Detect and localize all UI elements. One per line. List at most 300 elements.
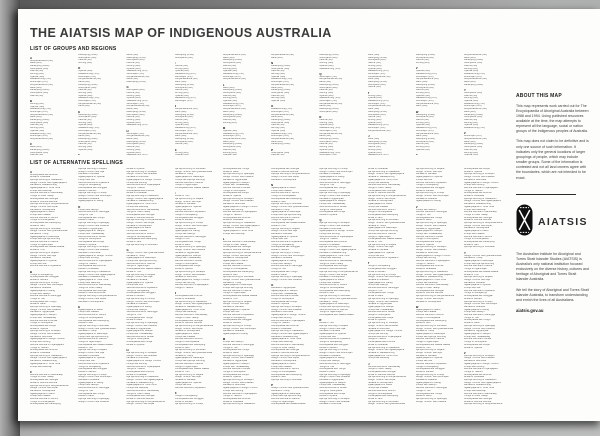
list-entry: Wurundjeri (VIC) <box>30 135 48 138</box>
letter-header: O <box>271 104 274 109</box>
list-entry: Dja Dja Wurrung or Adnyamathanha <box>271 354 310 357</box>
list-entry: Anindilyakwa see Luritja <box>319 211 345 214</box>
list-entry: Bindal or Wemba Wemba <box>367 192 395 195</box>
list-entry: Anindilyakwa see Noongar <box>126 395 155 398</box>
list-entry: Yolngu or Kuku Yalanji <box>30 195 54 198</box>
alt-spellings-list <box>30 168 508 406</box>
list-entry: Guugu Yimithirr see Kokatha <box>367 300 398 303</box>
list-entry: Darkinjung (NSW) <box>415 113 436 116</box>
list-entry: Pintupi see Wik <box>126 284 143 287</box>
list-entry: Larrakia or Arabana <box>415 197 437 200</box>
list-entry: Larrakia or Yidinji <box>271 208 290 211</box>
list-entry: Ngaanyatjarra or Darug <box>126 305 152 308</box>
list-entry: Dja Dja Wurrung or Wiradjuri <box>463 173 495 176</box>
list-entry: Yolngu or Ngarrindjeri <box>30 243 54 246</box>
list-entry: Pintupi see Dja Dja Wurrung <box>367 230 398 233</box>
list-entry: Darkinjung (NSW) <box>415 83 436 86</box>
list-entry: Guugu Yimithirr see Quandamooka <box>30 230 68 233</box>
list-entry: Yolngu or Tiwi <box>415 214 431 217</box>
list-entry: Pintupi see Palawa <box>126 230 147 233</box>
list-entry: Nyamal (WA) <box>367 97 382 100</box>
list-entry: Yolngu or Yawuru <box>126 368 145 371</box>
list-entry: Yolngu or Anindilyakwa <box>463 238 489 241</box>
list-entry: Bindal or Wemba Wemba <box>463 400 492 403</box>
list-entry: Dja Dja Wurrung or Bidjara <box>319 324 348 327</box>
letter-header: D <box>78 66 81 71</box>
list-entry: Pintupi see Jawoyn <box>415 384 437 387</box>
list-entry: Bindal or Dharawal <box>174 297 195 300</box>
list-entry: Anindilyakwa see Gunggari <box>463 295 493 298</box>
list-column <box>464 54 508 155</box>
list-entry: Pintupi see Wik <box>174 208 192 211</box>
list-entry: Darkinjung (NSW) <box>222 59 243 62</box>
list-entry: Dja Dja Wurrung or Muruwari <box>174 349 206 352</box>
list-entry: Gooniyandi (WA) <box>271 151 290 154</box>
list-entry: Pintupi see Mirning <box>126 362 147 365</box>
list-entry: Dja Dja Wurrung or Muruwari <box>78 324 110 327</box>
list-entry: Bindal or Nyikina <box>463 346 482 349</box>
list-entry: Adnyamathanha (SA) <box>126 105 150 108</box>
list-entry: Larrakia or Arabana <box>78 379 100 382</box>
list-entry: Yolngu or Bundjalung <box>367 265 391 268</box>
list-entry: Bardi (WA) <box>78 81 90 84</box>
list-entry: Anindilyakwa see Luritja <box>463 168 490 170</box>
list-entry: Nyamal (WA) <box>222 100 237 103</box>
list-entry: Bardi (WA) <box>271 140 283 143</box>
list-entry: Kaurna (SA) <box>126 116 140 119</box>
list-entry: Ngaanyatjarra or Martu <box>174 333 200 336</box>
list-column <box>175 168 219 406</box>
list-entry: Pintupi see Palawa <box>271 365 292 368</box>
letter-header: T <box>367 261 370 266</box>
list-entry: Guugu Yimithirr see Gija <box>415 170 442 173</box>
list-entry: Bindal or Meriam <box>271 249 290 252</box>
list-entry: Yolngu or Yawuru <box>463 370 483 373</box>
list-entry: Guugu Yimithirr see Ngaanyatjarra <box>126 379 164 382</box>
list-entry: Wemba Wemba or Kaurna <box>222 289 252 292</box>
list-entry: Adnyamathanha (SA) <box>271 137 294 140</box>
list-entry: Pintupi see Jawoyn <box>319 178 340 181</box>
list-entry: Pintupi see Yuwaalaraay <box>367 308 394 311</box>
list-entry: Bardi (WA) <box>367 108 380 111</box>
list-entry: Darkinjung (NSW) <box>78 137 98 140</box>
letter-header: P <box>271 147 273 152</box>
list-entry: Anindilyakwa see Wakka Wakka <box>174 368 209 371</box>
list-entry: Dja Dja Wurrung or Kalkadoon <box>463 197 497 200</box>
list-entry: Guugu Yimithirr see Anaiwan <box>222 381 254 384</box>
list-entry: Wurundjeri (VIC) <box>78 75 96 78</box>
list-entry: Yolngu or Ngarrindjeri <box>174 184 198 187</box>
list-entry: Larrakia or Butchulla <box>222 203 245 206</box>
letter-header: F <box>78 153 80 155</box>
list-entry: Ngaanyatjarra or Nyamal <box>271 235 298 238</box>
list-entry: Larrakia or Ngiyampaa <box>415 227 440 230</box>
about-paragraph-1: This map represents work carried out for The Encyclopaedia of Aboriginal Australia between 1988 and 1994. Using published resources available at the time, the map attempts to represent all the language, social or nation groups of the Indigenous peoples of Australia. <box>516 103 589 134</box>
list-entry: Wemba Wemba or Pitjantjatjara <box>319 235 353 238</box>
list-entry: Pintupi see Palawa <box>319 281 340 284</box>
list-entry: Guugu Yimithirr see Quandamooka <box>174 170 212 173</box>
list-entry: Wemba Wemba or Kaurna <box>367 232 396 235</box>
list-entry: Wemba Wemba or Alyawarre <box>174 387 206 390</box>
list-column <box>319 54 363 155</box>
list-entry: Pintupi see Dja Dja Wurrung <box>463 262 495 265</box>
list-entry: Anindilyakwa see Noongar <box>222 246 252 249</box>
list-entry: Ngaanyatjarra or Yorta Yorta <box>30 362 61 365</box>
list-entry: Yolngu or Yawuru <box>463 189 483 192</box>
list-entry: Bindal or Wemba Wemba <box>222 249 251 252</box>
list-entry: Bindal or Dharawal <box>222 219 244 222</box>
list-entry: Pintupi see Wik <box>78 360 95 363</box>
list-entry: Anindilyakwa see Yolngu <box>126 316 153 319</box>
list-entry: Larrakia or Larrakia <box>174 379 196 382</box>
list-entry: Yolngu or Tiwi <box>415 389 431 392</box>
list-entry: Dja Dja Wurrung or Djabugay <box>415 397 447 400</box>
list-entry: Larrakia or Larrakia <box>30 257 51 260</box>
list-entry: Bardi (WA) <box>463 140 476 143</box>
list-entry: Bindal or Yuin <box>367 240 383 243</box>
list-entry: Wadawurrung (VIC) <box>367 70 389 73</box>
list-entry: Bindal or Meriam <box>463 297 483 300</box>
list-entry: Nyamal (WA) <box>463 100 479 103</box>
list-entry: Ngaanyatjarra or Yorta Yorta <box>126 203 157 206</box>
list-entry: Gooniyandi (WA) <box>174 86 193 89</box>
list-entry: Pintupi see Jawoyn <box>126 308 148 311</box>
list-entry: Ngaanyatjarra or Guugu Yimithirr <box>415 254 451 257</box>
list-entry: Wurundjeri (VIC) <box>367 127 386 130</box>
list-entry: Kaurna (SA) <box>367 62 381 65</box>
list-entry: Wurundjeri (VIC) <box>463 75 482 78</box>
list-entry: Pintupi see Mirning <box>78 257 99 260</box>
list-entry: Ngaanyatjarra or Martu <box>367 203 393 206</box>
list-entry: Anindilyakwa see Wakka Wakka <box>174 186 209 189</box>
list-entry: Guugu Yimithirr see Gija <box>78 170 105 173</box>
list-entry: Larrakia or Gunditjmara <box>271 178 297 181</box>
list-entry: Anindilyakwa see Darkinjung <box>30 403 61 406</box>
list-entry: Larrakia or Arabana <box>367 278 389 281</box>
list-entry: Adnyamathanha (SA) <box>319 78 343 81</box>
list-entry: Bardi (WA) <box>271 116 283 119</box>
list-entry: Dja Dja Wurrung or Pintupi <box>415 192 445 195</box>
list-entry: Yolngu or Bundjalung <box>415 365 439 368</box>
list-entry: Bindal or Yuin <box>271 224 286 227</box>
list-entry: Kaurna (SA) <box>222 148 237 151</box>
list-entry: Pintupi see Yuwaalaraay <box>319 384 346 387</box>
list-entry: Guugu Yimithirr see Kokatha <box>463 327 495 330</box>
list-entry: Bindal or Bardi <box>174 243 191 246</box>
list-entry: Nyamal (WA) <box>319 148 334 151</box>
list-entry: Pintupi see Yuwaalaraay <box>463 335 491 338</box>
list-entry: Bindal or Nyikina <box>126 343 145 346</box>
list-entry: Ngaanyatjarra or Guugu Yimithirr <box>222 205 258 208</box>
list-entry: Pintupi see Mirning <box>222 208 244 211</box>
list-entry: Guugu Yimithirr see Gija <box>463 278 490 281</box>
list-entry: Yolngu or Anindilyakwa <box>271 370 296 373</box>
list-entry: Dja Dja Wurrung or Bidjara <box>78 168 107 170</box>
list-entry: Kaurna (SA) <box>319 143 333 146</box>
list-column <box>368 168 412 406</box>
list-entry: Guugu Yimithirr see Kokatha <box>319 195 350 198</box>
list-entry: Ngaanyatjarra or Yorta Yorta <box>222 230 253 233</box>
list-entry: Anindilyakwa see Darkinjung <box>30 222 61 225</box>
list-entry: Mirning (WA) <box>367 94 382 97</box>
list-entry: Anindilyakwa see Gunggari <box>174 398 204 401</box>
list-entry: Anindilyakwa see Luritja <box>319 392 345 395</box>
letter-header: J <box>174 291 177 296</box>
org-paragraph-1: The Australian Institute for Aboriginal and Torres Strait Islander Studies (AIATSIS) is Australia's only national institution focused exclusively on the diverse history, cultures and heritage of Aboriginal and Torres Strait Islander Australia. <box>516 251 589 282</box>
list-entry: Anindilyakwa see Noongar <box>367 189 396 192</box>
list-entry: Kaurna (SA) <box>30 124 44 127</box>
list-entry: Anindilyakwa see Wakka Wakka <box>30 246 65 249</box>
list-entry: Anindilyakwa see Darkinjung <box>367 213 399 216</box>
list-entry: Bindal or Wemba Wemba <box>30 200 58 203</box>
list-entry: Anindilyakwa see Noongar <box>174 319 203 322</box>
list-entry: Gooniyandi (WA) <box>222 62 241 65</box>
list-entry: Bardi (WA) <box>271 86 283 89</box>
list-entry: Pintupi see Mirning <box>415 257 437 260</box>
list-entry: Larrakia or Larrakia <box>415 173 437 176</box>
list-entry: Yolngu or Tiwi <box>174 238 190 241</box>
website-url: aiatsis.gov.au <box>516 308 544 314</box>
list-entry: Darkinjung (NSW) <box>174 54 194 56</box>
list-entry: Kaurna (SA) <box>271 124 285 127</box>
list-entry: Ngaanyatjarra or Nyamal <box>30 260 57 262</box>
list-entry: Wemba Wemba or Narungga <box>126 311 158 314</box>
list-entry: Pintupi see Palawa <box>30 395 51 398</box>
list-entry: Dja Dja Wurrung or Djabugay <box>78 397 110 400</box>
list-entry: Wemba Wemba or Alyawarre <box>78 362 110 365</box>
list-entry: Wemba Wemba or Kaurna <box>271 216 300 219</box>
list-entry: Dja Dja Wurrung or Kalkadoon <box>271 330 304 333</box>
list-entry: Mirning (WA) <box>174 151 189 154</box>
list-entry: Larrakia or Butchulla <box>271 311 294 314</box>
list-entry: Ngaanyatjarra or Yorta Yorta <box>367 178 398 181</box>
list-entry: Anindilyakwa see Luritja <box>415 241 442 244</box>
list-entry: Guugu Yimithirr see Anaiwan <box>78 249 109 252</box>
letter-header: O <box>271 283 274 288</box>
list-entry: Bardi (WA) <box>222 110 235 113</box>
list-entry: Kaurna (SA) <box>319 59 333 62</box>
list-entry: Guugu Yimithirr see Anaiwan <box>222 200 254 203</box>
list-entry: Guugu Yimithirr see Quandamooka <box>367 403 405 406</box>
list-entry: Yolngu or Ngarrindjeri <box>271 400 295 403</box>
list-entry: Mirning (WA) <box>126 94 141 97</box>
list-entry: Pintupi see Dja Dja Wurrung <box>78 335 109 338</box>
list-entry: Kaurna (SA) <box>174 64 188 67</box>
list-entry: Pintupi see Barkindji <box>463 208 486 211</box>
list-entry: Gooniyandi (WA) <box>126 89 145 92</box>
list-entry: Yolngu or Kuku Yalanji <box>463 213 488 216</box>
list-entry: Anindilyakwa see Arrernte <box>271 324 299 327</box>
list-entry: Yolngu or Anindilyakwa <box>367 392 393 395</box>
list-entry: Mirning (WA) <box>30 73 44 76</box>
list-entry: Adnyamathanha (SA) <box>174 78 198 81</box>
list-entry: Pintupi see Jawoyn <box>271 262 292 265</box>
list-entry: Dja Dja Wurrung or Muruwari <box>271 203 303 206</box>
list-entry: Gooniyandi (WA) <box>415 116 434 119</box>
list-entry: Kaurna (SA) <box>78 119 92 122</box>
list-entry: Pintupi see Mirning <box>271 316 292 319</box>
list-entry: Anindilyakwa see Gunggari <box>78 186 108 189</box>
list-entry: Ngaanyatjarra or Warlpiri <box>367 305 395 308</box>
list-entry: Anindilyakwa see Wakka Wakka <box>367 238 402 241</box>
list-entry: Dja Dja Wurrung or Kalkadoon <box>30 178 63 181</box>
list-entry: Nyamal (WA) <box>78 124 93 127</box>
list-entry: Dja Dja Wurrung or Wiradjuri <box>367 322 399 325</box>
list-entry: Anindilyakwa see Wakka Wakka <box>222 295 258 298</box>
list-entry: Gooniyandi (WA) <box>319 110 338 113</box>
list-entry: Dja Dja Wurrung or Wiradjuri <box>78 246 109 249</box>
list-entry: Pintupi see Yuwaalaraay <box>30 316 57 319</box>
list-entry: Wemba Wemba or Gamilaraay <box>174 314 208 317</box>
list-entry: Guugu Yimithirr see Wurundjeri <box>367 276 401 279</box>
list-entry: Darkinjung (NSW) <box>271 64 291 67</box>
list-entry: Bardi (WA) <box>415 135 428 138</box>
list-entry: Larrakia or Butchulla <box>319 403 342 406</box>
list-entry: Dja Dja Wurrung or Muruwari <box>319 295 351 298</box>
list-entry: Wadawurrung (VIC) <box>319 151 341 154</box>
list-entry: Wurundjeri (VIC) <box>367 102 386 105</box>
list-entry: Dja Dja Wurrung or Kalkadoon <box>367 170 400 173</box>
list-column <box>223 168 267 406</box>
list-entry: Anindilyakwa see Arrernte <box>463 373 492 376</box>
list-entry: Ngaanyatjarra or Warlpiri <box>78 230 105 233</box>
list-entry: Bindal or Meriam <box>78 189 97 192</box>
list-entry: Guugu Yimithirr see Ngaanyatjarra <box>367 349 405 352</box>
list-entry: Larrakia or Larrakia <box>174 203 196 206</box>
list-entry: Larrakia or Gunditjmara <box>126 224 152 227</box>
list-entry: Bindal or Dharawal <box>78 268 99 271</box>
list-entry: Bindal or Wemba Wemba <box>271 170 299 173</box>
list-entry: Wemba Wemba or Bindal <box>271 295 299 298</box>
list-entry: Guugu Yimithirr see Anaiwan <box>30 333 61 336</box>
letter-header: W <box>415 109 419 114</box>
list-entry: Nyamal (WA) <box>174 124 189 127</box>
letter-header: Z <box>463 131 466 136</box>
list-entry: Wemba Wemba or Gamilaraay <box>126 208 160 211</box>
list-entry: Bindal or Wemba Wemba <box>126 397 154 400</box>
list-entry: Wemba Wemba or Narungga <box>415 211 447 214</box>
list-entry: Guugu Yimithirr see Anaiwan <box>319 400 351 403</box>
backdrop-left-shadow <box>0 0 20 436</box>
list-entry: Dja Dja Wurrung or Adnyamathanha <box>463 403 503 406</box>
list-entry: Wadawurrung (VIC) <box>367 124 389 127</box>
list-entry: Nyamal (WA) <box>463 124 479 127</box>
list-entry: Yolngu or Gooniyandi <box>463 341 487 344</box>
list-entry: Bardi (WA) <box>174 81 187 84</box>
list-entry: Pintupi see Dja Dja Wurrung <box>222 287 253 290</box>
list-entry: Ngaanyatjarra or Badimaya <box>174 357 204 360</box>
aiatsis-logo <box>516 204 589 241</box>
list-entry: Yolngu or Kuku Yalanji <box>126 211 151 214</box>
list-entry: Larrakia or Larrakia <box>78 354 99 357</box>
list-entry: Yolngu or Gooniyandi <box>222 189 246 192</box>
letter-header: K <box>174 391 177 396</box>
list-entry: Pintupi see Barkindji <box>222 232 245 235</box>
list-entry: Larrakia or Butchulla <box>30 335 52 338</box>
list-entry: Yolngu or Ngarrindjeri <box>415 341 439 344</box>
list-entry: Yolngu or Yawuru <box>174 287 194 290</box>
list-entry: Dja Dja Wurrung or Djabugay <box>78 222 110 225</box>
list-entry: Guugu Yimithirr see Birpai <box>271 176 299 179</box>
list-entry: Wemba Wemba or Bindal <box>367 311 395 314</box>
list-entry: Larrakia or Yidinji <box>367 224 386 227</box>
letter-header: R <box>319 318 322 323</box>
list-entry: Bardi (WA) <box>463 110 476 113</box>
list-entry: Kaurna (SA) <box>367 146 381 149</box>
list-entry: Bindal or Bardi <box>126 319 143 322</box>
list-entry: Ngaanyatjarra or Yorta Yorta <box>30 187 61 190</box>
list-entry: Yolngu or Gooniyandi <box>367 314 391 317</box>
list-entry: Wemba Wemba or Bindal <box>463 338 492 341</box>
list-entry: Ngaanyatjarra or Badimaya <box>78 333 108 336</box>
list-entry: Anindilyakwa see Noongar <box>319 265 348 268</box>
list-entry: Wemba Wemba or Pitjantjatjara <box>174 284 209 287</box>
list-entry: Yolngu or Kuku Yalanji <box>415 287 440 290</box>
list-entry: Kaurna (SA) <box>415 143 429 146</box>
list-entry: Mirning (WA) <box>222 67 237 70</box>
list-entry: Bardi (WA) <box>174 135 187 138</box>
letter-header: B <box>30 98 33 103</box>
list-entry: Guugu Yimithirr see Ngaanyatjarra <box>222 224 260 227</box>
list-entry: Dja Dja Wurrung or Pintupi <box>174 403 204 406</box>
list-entry: Guugu Yimithirr see Birpai <box>271 357 299 360</box>
list-entry: Darkinjung (NSW) <box>30 148 50 151</box>
list-entry: Larrakia or Wadawurrung <box>271 335 298 338</box>
list-entry: Yolngu or Kuku Yalanji <box>463 395 488 398</box>
list-column <box>175 54 219 155</box>
list-entry: Wemba Wemba or Alyawarre <box>367 257 399 260</box>
list-entry: Ngaanyatjarra or Martu <box>271 187 296 190</box>
list-entry: Wemba Wemba or Worimi <box>415 314 444 317</box>
list-entry: Pintupi see Yuwaalaraay <box>415 232 442 235</box>
list-entry: Anindilyakwa see Luritja <box>271 300 297 303</box>
list-entry: Bardi (WA) <box>78 135 90 138</box>
list-entry: Larrakia or Butchulla <box>463 360 486 363</box>
list-entry: Pintupi see Barkindji <box>126 387 149 390</box>
list-entry: Anindilyakwa see Noongar <box>30 379 59 382</box>
list-entry: Wurundjeri (VIC) <box>415 100 434 103</box>
list-entry: Wemba Wemba or Narungga <box>30 295 62 298</box>
list-entry: Dja Dja Wurrung or Kalkadoon <box>126 376 159 379</box>
list-entry: Wemba Wemba or Pitjantjatjara <box>222 392 257 395</box>
list-entry: Wemba Wemba or Gamilaraay <box>78 284 111 287</box>
list-entry: Gooniyandi (WA) <box>271 67 290 70</box>
list-entry: Anindilyakwa see Luritja <box>174 265 201 268</box>
list-entry: Dja Dja Wurrung or Wiradjuri <box>30 330 61 333</box>
list-entry: Wemba Wemba or Narungga <box>319 362 351 365</box>
list-entry: Gooniyandi (WA) <box>126 113 145 116</box>
list-entry: Ngaanyatjarra or Darug <box>78 381 104 384</box>
list-column <box>223 54 267 155</box>
list-entry: Larrakia or Butchulla <box>367 327 390 330</box>
list-entry: Nyamal (WA) <box>30 129 45 132</box>
list-entry: Bindal or Yuin <box>174 370 190 373</box>
list-entry: Guugu Yimithirr see Quandamooka <box>463 254 502 257</box>
list-entry: Dja Dja Wurrung or Pintupi <box>271 251 300 254</box>
list-entry: Bindal or Jaru <box>367 216 383 219</box>
list-entry: Wemba Wemba or Alyawarre <box>174 211 206 214</box>
list-entry: Yolngu or Yawuru <box>78 262 97 265</box>
list-entry: Wemba Wemba or Bindal <box>78 235 106 238</box>
list-entry: Anindilyakwa see Darkinjung <box>126 238 158 241</box>
list-entry: Yolngu or Ngarrindjeri <box>271 219 295 222</box>
list-entry: Guugu Yimithirr see Wurundjeri <box>126 300 160 303</box>
list-entry: Wadawurrung (VIC) <box>126 124 148 127</box>
list-entry: Larrakia or Yidinji <box>78 330 97 333</box>
list-entry: Dja Dja Wurrung or Pintupi <box>463 300 493 303</box>
list-entry: Guugu Yimithirr see Birpai <box>415 297 444 300</box>
letter-header: L <box>222 237 225 242</box>
